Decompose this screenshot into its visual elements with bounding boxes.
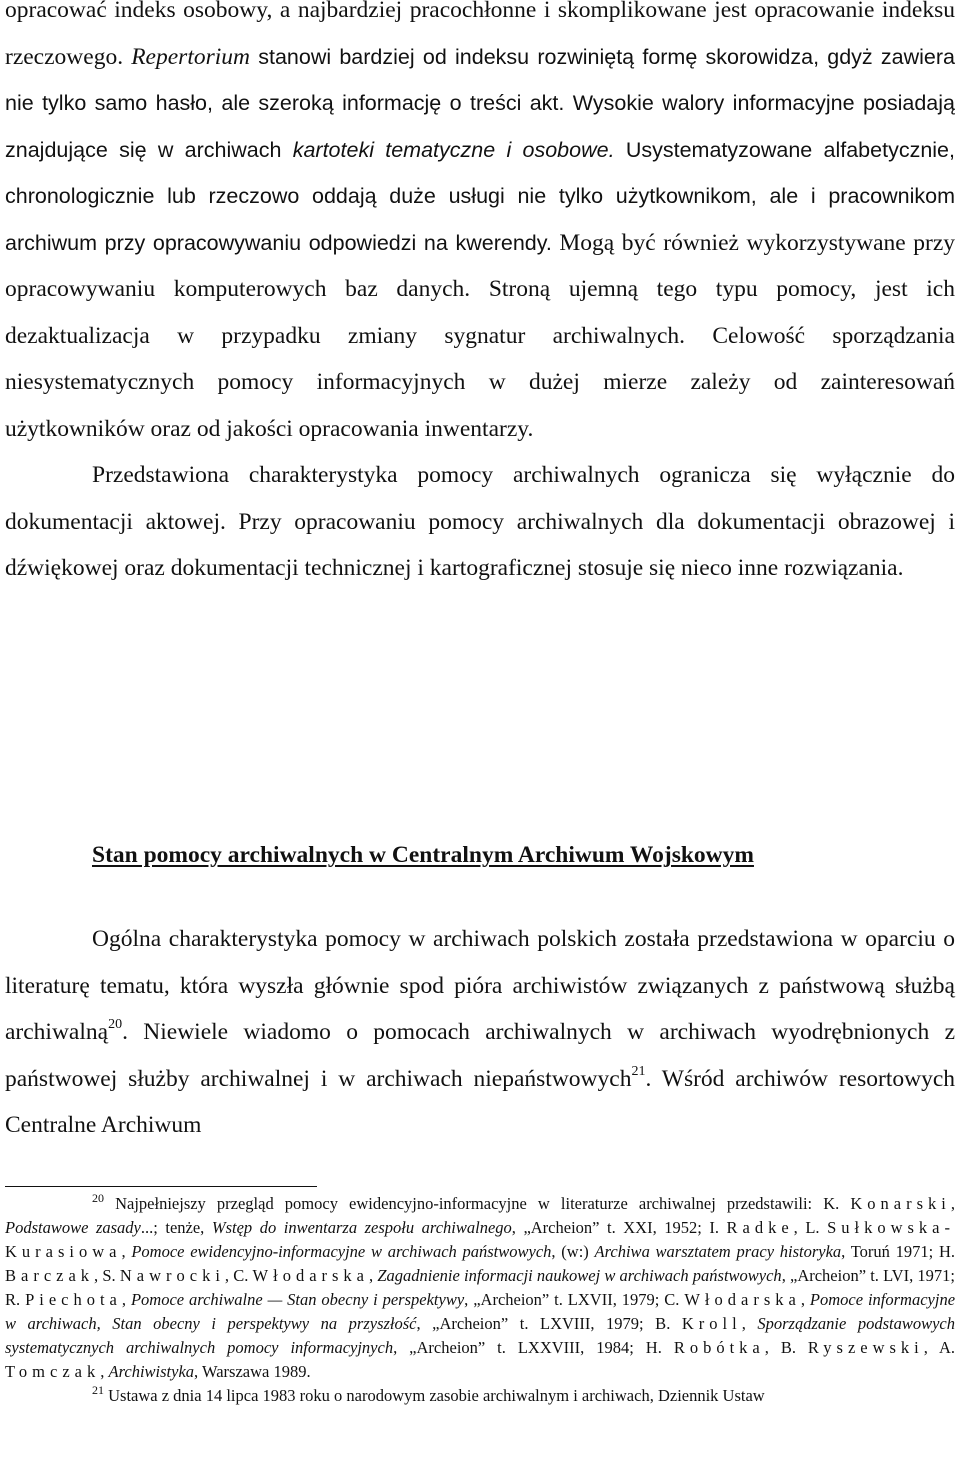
paragraph-1-text-c: Usystematyzowane alfabetycznie, chronologicznie lub rzeczowo oddają duże usługi nie tylko użytkownikom, ale i pracownikom archiwum przy opracowywaniu odpowiedzi na kwerendy. (5, 137, 955, 255)
fn-text: ...; tenże, (140, 1218, 212, 1237)
fn-text: Najpełniejszy przegląd pomocy ewidencyjno-informacyjne w literaturze archiwalnej przedstawili: K. (104, 1194, 851, 1213)
paragraph-1-text-a: opracować indeks osobowy, a najbardziej pracochłonne i skomplikowane jest opracowanie indeksu rzeczowego. (5, 0, 955, 70)
fn-text: , „Archeion” t. LXXVIII, 1984; H. (393, 1338, 674, 1357)
fn-text: , S. (94, 1266, 120, 1285)
work-title: Podstawowe zasady (5, 1218, 141, 1237)
paragraph-3-text-a: Ogólna charakterystyka pomocy w archiwach polskich została przedstawiona w oparciu o literaturę tematu, która wyszła głównie spod pióra archiwistów związanych z państwową służbą archiwalną (5, 926, 955, 1045)
fn-text: , (950, 1194, 955, 1213)
fn-text: , Toruń 1971; H. (841, 1242, 955, 1261)
author-name: Nawrocki (119, 1266, 225, 1285)
section-heading: Stan pomocy archiwalnych w Centralnym Archiwum Wojskowym (92, 842, 754, 868)
fn-text: Ustawa z dnia 14 lipca 1983 roku o narodowym zasobie archiwalnym i archiwach, Dziennik Ustaw (104, 1386, 765, 1405)
paragraph-3-text-c: . Wśród archiwów resortowych Centralne Archiwum (5, 1065, 955, 1138)
footnote-number: 21 (92, 1383, 104, 1397)
footnote-20 (5, 1192, 955, 1384)
paragraph-2: Przedstawiona charakterystyka pomocy archiwalnych ogranicza się wyłącznie do dokumentacji aktowej. Przy opracowaniu pomocy archiwalnych dla dokumentacji obrazowej i dźwiękowej oraz dokumentacji technicznej i kartograficznej stosuje się nieco inne rozwiązania. (5, 462, 955, 581)
fn-text: , „Archeion” t. LXVIII, 1979; B. (416, 1314, 682, 1333)
author-name: Włodarska (684, 1290, 801, 1309)
footnote-ref-21[interactable]: 21 (631, 1063, 646, 1079)
fn-text: , (800, 1290, 810, 1309)
paragraph-3 (5, 916, 955, 1149)
author-name: Robótka (673, 1338, 765, 1357)
author-name: Konarski (850, 1194, 951, 1213)
fn-text: , A. (923, 1338, 955, 1357)
italic-term-kartoteki: kartoteki tematyczne i osobowe. (292, 137, 615, 162)
fn-text: , (121, 1290, 131, 1309)
footnote-divider (5, 1186, 317, 1187)
fn-text: , „Archeion” t. LXVII, 1979; C. (464, 1290, 685, 1309)
author-name: Ryszewski (807, 1338, 924, 1357)
fn-text: , „Archeion” t. XXI, 1952; I. (511, 1218, 727, 1237)
fn-text: , Warszawa 1989. (194, 1362, 311, 1381)
work-title: Wstęp do inwentarza zespołu archiwalnego (211, 1218, 512, 1237)
paragraph-1-text-d: Mogą być również wykorzystywane przy opracowywaniu komputerowych baz danych. Stroną ujemną tego typu pomocy, jest ich dezaktualizacja w przypadku zmiany sygnatur archiwalnych. Celowość sporządzania niesystematycznych pomocy informacyjnych w dużej mierze zależy od zainteresowań użytkowników oraz od jakości opracowania inwentarzy. (5, 229, 955, 442)
fn-text: , B. (764, 1338, 808, 1357)
work-title: Archiwa warsztatem pracy historyka (594, 1242, 842, 1261)
fn-text: , L. (793, 1218, 828, 1237)
footnotes (5, 1192, 955, 1408)
author-name: Tomczak (5, 1362, 101, 1381)
work-title: Sporządzanie podstawowych systematycznych archiwalnych pomocy informacyjnych (5, 1314, 956, 1357)
fn-text: , (741, 1314, 758, 1333)
footnote-number: 20 (92, 1191, 104, 1205)
work-title: Zagadnienie informacji naukowej w archiwach państwowych (377, 1266, 782, 1285)
author-name: Sułkowska-Kurasiowa (5, 1218, 955, 1261)
paragraph-1-text-b: stanowi bardziej od indeksu rozwiniętą formę skorowidza, gdyż zawiera nie tylko samo hasło, ale szeroką informację o treści akt. Wysokie walory informacyjne posiadają znajdujące się w archiwach (5, 44, 955, 162)
author-name: Kroll (681, 1314, 742, 1333)
author-name: Piechota (25, 1290, 122, 1309)
paragraph-3-text-b: . Niewiele wiadomo o pomocach archiwalnych w archiwach wyodrębnionych z państwowej służby archiwalnej i w archiwach niepaństwowych (5, 1019, 955, 1092)
fn-text: , „Archeion” t. LVI, 1971; R. (5, 1266, 955, 1309)
work-title: Pomoce ewidencyjno-informacyjne w archiwach państwowych (131, 1242, 552, 1261)
footnote-21 (5, 1384, 955, 1408)
work-title: Pomoce archiwalne — Stan obecny i perspektywy (130, 1290, 465, 1309)
fn-text: , (w:) (551, 1242, 595, 1261)
document-page (5, 0, 956, 1405)
author-name: Włodarska (252, 1266, 370, 1285)
fn-text: , (100, 1362, 109, 1381)
italic-term-repertorium: Repertorium (131, 43, 250, 70)
fn-text: , (369, 1266, 378, 1285)
footnote-ref-20[interactable]: 20 (108, 1017, 123, 1032)
work-title: Archiwistyka (108, 1362, 195, 1381)
fn-text: , C. (224, 1266, 253, 1285)
paragraph-1 (5, 0, 955, 452)
fn-text: , (121, 1242, 132, 1261)
work-title: Pomoce informacyjne w archiwach, Stan obecny i perspektywy na przyszłość (5, 1290, 956, 1333)
author-name: Radke (726, 1218, 794, 1237)
author-name: Barczak (5, 1266, 95, 1285)
